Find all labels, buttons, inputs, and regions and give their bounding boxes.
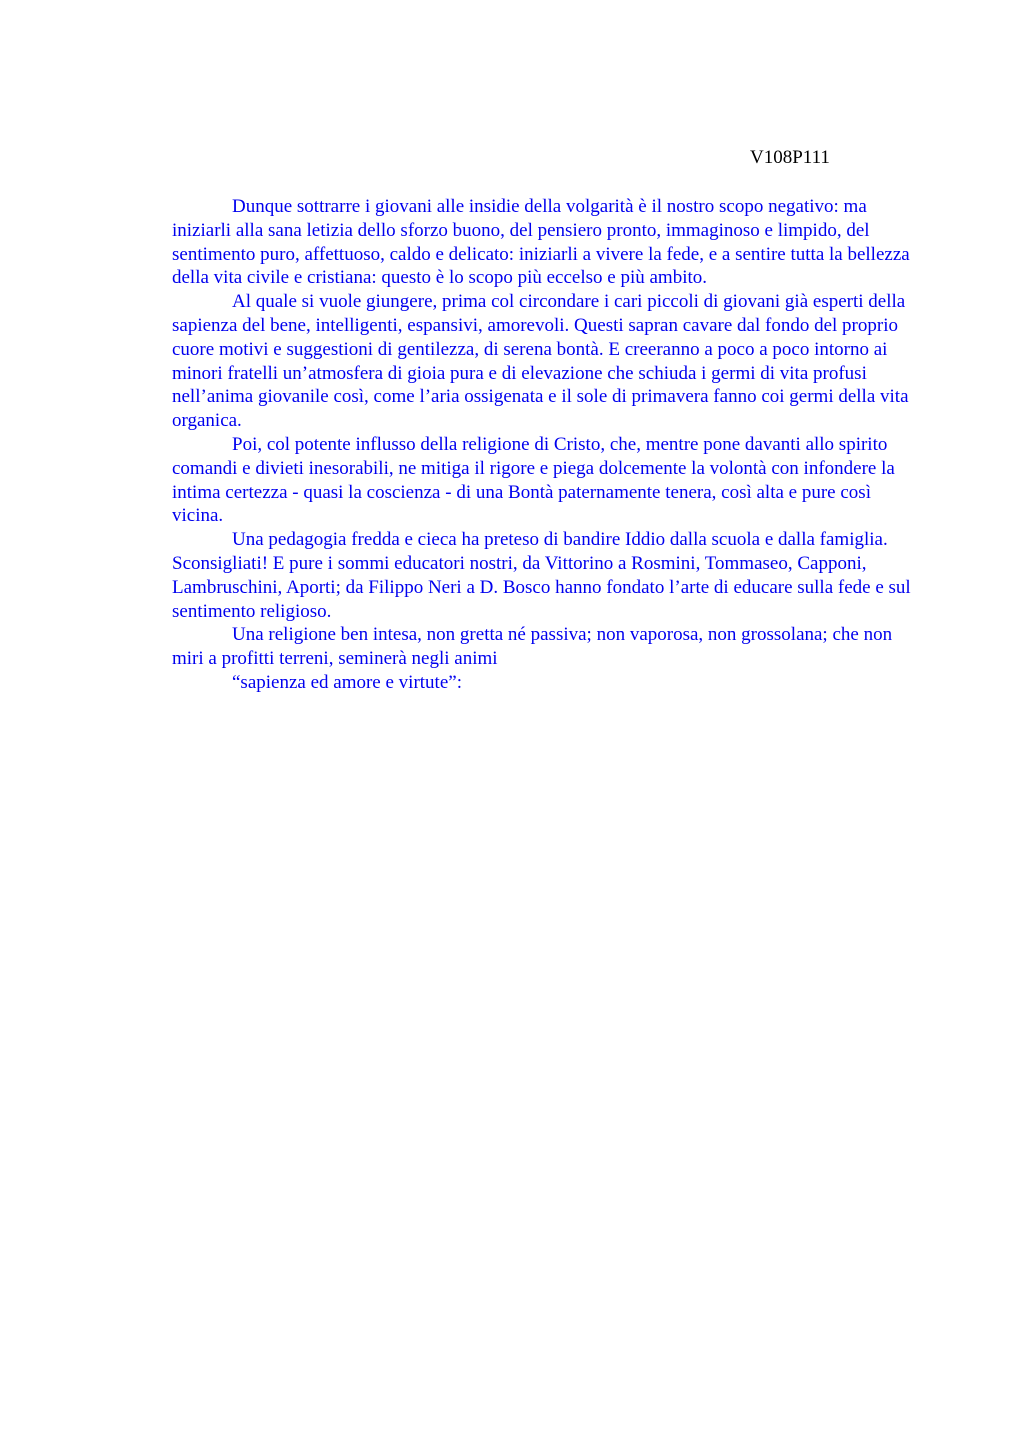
body-text (172, 195, 924, 695)
quotation-line: “sapienza ed amore e virtute”: (232, 671, 462, 693)
page-identifier: V108P111 (750, 147, 830, 168)
paragraph-3: Poi, col potente influsso della religione di Cristo, che, mentre pone davanti allo spirito comandi e divieti inesorabili, ne mitiga il rigore e piega dolcemente la volontà con infondere la intima certezza - quasi la coscienza - di una Bontà paternamente tenera, così alta e pure così vicina. (172, 433, 895, 527)
paragraph-5: Una religione ben intesa, non gretta né passiva; non vaporosa, non grossolana; che non miri a profitti terreni, seminerà negli animi (172, 624, 893, 670)
paragraph-1: Dunque sottrarre i giovani alle insidie della volgarità è il nostro scopo negativo: ma iniziarli alla sana letizia dello sforzo buono, del pensiero pronto, immaginoso e limpido, del sentimento puro, affettuoso, caldo e delicato: iniziarli a vivere la fede, e a sentire tutta la bellezza della vita civile e cristiana: questo è lo scopo più eccelso e più ambito. (172, 196, 910, 289)
paragraph-4: Una pedagogia fredda e cieca ha preteso di bandire Iddio dalla scuola e dalla famiglia. Sconsigliati! E pure i sommi educatori nostri, da Vittorino a Rosmini, Tommaseo, Capponi, Lambruschini, Aporti; da Filippo Neri a D. Bosco hanno fondato l’arte di educare sulla fede e sul sentimento religioso. (172, 529, 911, 622)
paragraph-2: Al quale si vuole giungere, prima col circondare i cari piccoli di giovani già esperti della sapienza del bene, intelligenti, espansivi, amorevoli. Questi sapran cavare dal fondo del proprio cuore motivi e suggestioni di gentilezza, di serena bontà. E creeranno a poco a poco intorno ai minori fratelli un’atmosfera di gioia pura e di elevazione che schiuda i germi di vita profusi nell’anima giovanile così, come l’aria ossigenata e il sole di primavera fanno coi germi della vita organica. (172, 291, 909, 432)
